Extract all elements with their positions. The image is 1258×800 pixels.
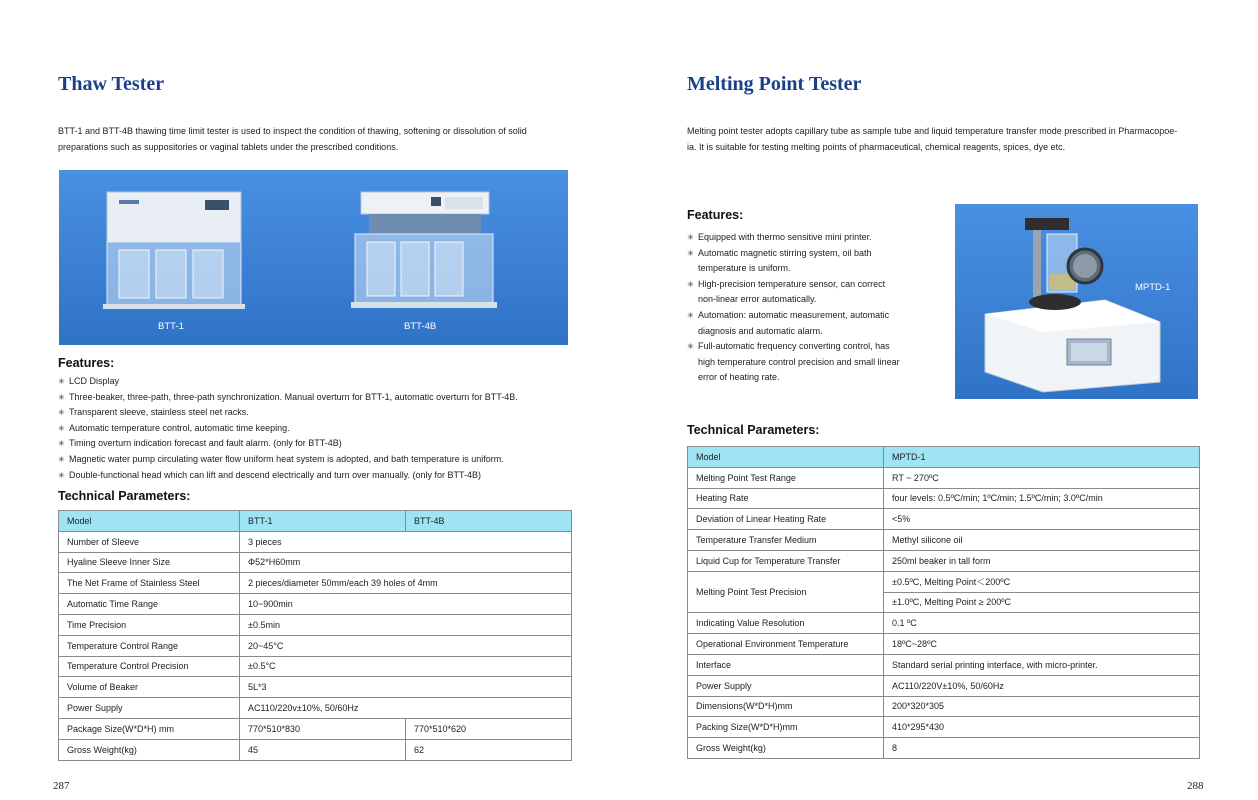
table-cell: ±0.5°C [240,656,572,677]
feature-item: ✳ Transparent sleeve, stainless steel net racks. [58,405,598,421]
table-cell: 770*510*620 [406,718,572,739]
table-row [688,675,1200,696]
table-cell: RT ~ 270ºC [884,467,1200,488]
melting-point-tester-title: Melting Point Tester [687,73,862,95]
table-row [688,634,1200,655]
table-row [688,571,1200,592]
table-cell: Φ52*H60mm [240,552,572,573]
feature-item [687,339,947,386]
melting-point-intro [687,123,1207,155]
intro-line-2: preparations such as suppositories or vaginal tablets under the prescribed conditions. [58,142,399,152]
table-cell: Standard serial printing interface, with micro-printer. [884,654,1200,675]
melting-point-illustration [955,204,1198,399]
feature-line: diagnosis and automatic alarm. [698,325,823,336]
table-cell: 2 pieces/diameter 50mm/each 39 holes of 4mm [240,573,572,594]
feature-item: ✳ Magnetic water pump circulating water flow uniform heat system is adopted, and bath temperature is uniform. [58,452,598,468]
table-cell: ±0.5ºC, Melting Point＜200ºC [884,571,1200,592]
table-cell: 45 [240,739,406,760]
thaw-features-list [58,374,598,483]
intro-line-1: Melting point tester adopts capillary tube as sample tube and liquid temperature transfer mode prescribed in Pharmacopoe- [687,126,1178,136]
photo-label-mptd-1: MPTD-1 [1135,282,1171,293]
feature-line: error of heating rate. [698,372,780,383]
feature-line: non-linear error automatically. [698,294,817,305]
table-header-row [688,447,1200,468]
feature-item [687,246,947,277]
melting-features-list [687,230,947,386]
table-cell: Melting Point Test Precision [688,571,884,613]
table-cell: Temperature Control Range [59,635,240,656]
table-header-cell: Model [688,447,884,468]
table-cell: Automatic Time Range [59,594,240,615]
thaw-tester-title: Thaw Tester [58,73,165,95]
melting-tech-heading: Technical Parameters: [687,423,820,437]
table-cell: Interface [688,654,884,675]
table-row [688,530,1200,551]
table-row [59,739,572,760]
table-cell: Melting Point Test Range [688,467,884,488]
table-row [59,594,572,615]
table-row [688,509,1200,530]
melting-point-photo [955,204,1198,399]
feature-line: temperature is uniform. [698,263,791,274]
melting-spec-table [687,446,1200,759]
table-cell: Packing Size(W*D*H)mm [688,717,884,738]
table-cell: 62 [406,739,572,760]
table-header-cell: MPTD-1 [884,447,1200,468]
table-cell: 5L*3 [240,677,572,698]
table-row [688,467,1200,488]
feature-item: ✳ LCD Display [58,374,598,390]
feature-line: Automation: automatic measurement, automatic [698,309,890,320]
feature-line: high temperature control precision and small linear [698,356,900,367]
thaw-tech-heading: Technical Parameters: [58,489,191,503]
feature-line: Equipped with thermo sensitive mini printer. [698,232,872,242]
feature-line: Automatic magnetic stirring system, oil bath [698,247,872,258]
table-row [688,696,1200,717]
table-cell: 250ml beaker in tall form [884,550,1200,571]
table-cell: 18ºC~28ºC [884,634,1200,655]
thaw-features-heading: Features: [58,356,115,370]
thaw-tester-photo [59,170,568,345]
intro-line-2: ia. It is suitable for testing melting points of pharmaceutical, chemical reagents, spices, dye etc. [687,142,1066,152]
table-cell: 3 pieces [240,531,572,552]
feature-item: ✳ Double-functional head which can lift and descend electrically and turn over manually. (only for BTT-4B) [58,468,598,484]
feature-item [687,308,947,339]
table-cell: Volume of Beaker [59,677,240,698]
table-cell: Deviation of Linear Heating Rate [688,509,884,530]
photo-label-btt-1: BTT-1 [158,321,184,332]
table-cell: Number of Sleeve [59,531,240,552]
table-row [59,635,572,656]
table-row [59,677,572,698]
table-row [59,718,572,739]
table-cell: 20~45°C [240,635,572,656]
feature-item: ✳ Timing overturn indication forecast and fault alarm. (only for BTT-4B) [58,436,598,452]
feature-line: High-precision temperature sensor, can correct [698,278,886,289]
table-row [59,573,572,594]
table-row [59,698,572,719]
feature-item [687,230,947,246]
thaw-spec-table [58,510,572,761]
table-cell: Time Precision [59,614,240,635]
table-row [688,654,1200,675]
table-cell: Temperature Transfer Medium [688,530,884,551]
table-cell: four levels: 0.5ºC/min; 1ºC/min; 1.5ºC/min; 3.0ºC/min [884,488,1200,509]
table-row [688,550,1200,571]
page-number-left: 287 [53,780,70,792]
table-header-cell: Model [59,511,240,532]
table-row [688,717,1200,738]
table-cell: 410*295*430 [884,717,1200,738]
table-header-cell: BTT-1 [240,511,406,532]
table-cell: Indicating Value Resolution [688,613,884,634]
feature-item [687,277,947,308]
table-header-cell: BTT-4B [406,511,572,532]
table-cell: Methyl silicone oil [884,530,1200,551]
table-cell: ±0.5min [240,614,572,635]
table-cell: ±1.0ºC, Melting Point ≥ 200ºC [884,592,1200,613]
feature-item: ✳ Three-beaker, three-path, three-path synchronization. Manual overturn for BTT-1, automatic overturn for BTT-4B. [58,390,598,406]
table-row [59,614,572,635]
thaw-tester-intro [58,123,578,155]
table-cell: Heating Rate [688,488,884,509]
feature-item: ✳ Automatic temperature control, automatic time keeping. [58,421,598,437]
table-row [688,488,1200,509]
table-cell: Power Supply [688,675,884,696]
photo-label-btt-4b: BTT-4B [404,321,437,332]
table-row [688,738,1200,759]
table-cell: Power Supply [59,698,240,719]
table-row [59,656,572,677]
table-header-row [59,511,572,532]
table-cell: Dimensions(W*D*H)mm [688,696,884,717]
thaw-tester-illustration [59,170,568,345]
melting-features-heading: Features: [687,208,744,222]
table-cell: Operational Environment Temperature [688,634,884,655]
table-cell: Hyaline Sleeve Inner Size [59,552,240,573]
table-cell: 10~900min [240,594,572,615]
table-row [59,531,572,552]
table-cell: <5% [884,509,1200,530]
intro-line-1: BTT-1 and BTT-4B thawing time limit tester is used to inspect the condition of thawing, softening or dissolution of solid [58,126,527,136]
table-cell: AC110/220v±10%, 50/60Hz [240,698,572,719]
table-cell: 8 [884,738,1200,759]
table-cell: Package Size(W*D*H) mm [59,718,240,739]
table-cell: The Net Frame of Stainless Steel [59,573,240,594]
table-row [688,613,1200,634]
table-cell: 0.1 ºC [884,613,1200,634]
table-cell: 770*510*830 [240,718,406,739]
page-number-right: 288 [1187,780,1204,792]
right-page [629,0,1258,800]
feature-line: Full-automatic frequency converting control, has [698,341,890,352]
table-row [59,552,572,573]
table-cell: Liquid Cup for Temperature Transfer [688,550,884,571]
table-cell: Gross Weight(kg) [59,739,240,760]
table-cell: AC110/220V±10%, 50/60Hz [884,675,1200,696]
table-cell: 200*320*305 [884,696,1200,717]
table-cell: Gross Weight(kg) [688,738,884,759]
table-cell: Temperature Control Precision [59,656,240,677]
